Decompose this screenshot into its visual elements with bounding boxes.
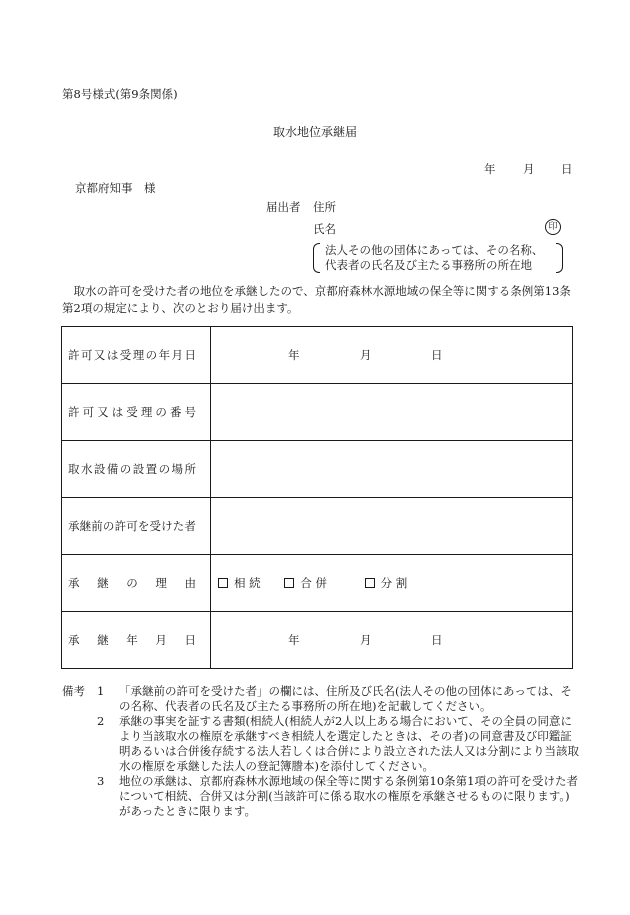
label-text: 承 継 年 月 日: [68, 633, 196, 647]
row-label-permit-number: [62, 384, 211, 441]
previous-holder-field[interactable]: [211, 498, 573, 555]
label-text: 許 可 又 は 受 理 の 番 号: [68, 405, 196, 419]
permit-number-field[interactable]: [211, 384, 573, 441]
reason-field: [211, 555, 573, 612]
left-bracket: [313, 243, 320, 273]
remark-item: 1 「承継前の許可を受けた者」の欄には、住所及び氏名(法人その他の団体にあっては、その名称、代表者の氏名及び主たる事務所の所在地)を記載してください。: [97, 684, 572, 713]
year-label: 年: [288, 348, 300, 362]
row-label-reason: [62, 555, 211, 612]
facility-location-field[interactable]: [211, 441, 573, 498]
row-label-previous-holder: [62, 498, 211, 555]
remark-item: 2 承継の事実を証する書類(相続人(相続人が2人以上ある場合において、その全員の同意により当該取水の権原を承継すべき相続人を選定したときは、その者)の同意書及び印鑑証明あるいは合併後存続する法人若しくは合併により設立された法人又は分割により当該取水の権原を承継した法人の登記簿謄本)を添付してください。: [97, 714, 579, 773]
address-label: 住所: [313, 200, 336, 214]
year-label: 年: [484, 162, 496, 176]
succession-date-field[interactable]: [211, 612, 573, 669]
permit-date-field[interactable]: [211, 327, 573, 384]
row-label-permit-date: [62, 327, 211, 384]
submission-date: [484, 161, 573, 177]
checkbox-split[interactable]: 分 割: [365, 575, 408, 591]
label-text: 承 継 前 の 許 可 を 受 け た 者: [68, 519, 196, 533]
succession-table: [61, 326, 573, 669]
row-label-succession-date: [62, 612, 211, 669]
table-row: [62, 555, 573, 612]
right-bracket: [556, 243, 563, 273]
row-label-facility-location: [62, 441, 211, 498]
label-text: 承 継 の 理 由: [68, 576, 196, 590]
month-label: 月: [523, 162, 535, 176]
year-label: 年: [288, 633, 300, 647]
form-number: 第8号様式(第9条関係): [62, 87, 178, 101]
addressee: 京都府知事 様: [75, 181, 156, 195]
intro-text: 取水の許可を受けた者の地位を承継したので、京都府森林水源地域の保全等に関する条例第13条第2項の規定により、次のとおり届け出ます。: [62, 284, 571, 315]
name-label: 氏名: [313, 222, 336, 236]
month-label: 月: [360, 633, 372, 647]
table-row: [62, 384, 573, 441]
day-label: 日: [561, 162, 573, 176]
table-row: [62, 327, 573, 384]
checkbox-inheritance[interactable]: 相 続: [218, 575, 261, 591]
applicant-label: 届出者: [266, 200, 301, 214]
document-title: 取水地位承継届: [272, 125, 357, 139]
seal-icon: 印: [545, 219, 561, 235]
checkbox-icon[interactable]: [284, 578, 294, 588]
corporate-note-line1: 法人その他の団体にあっては、その名称、: [325, 243, 544, 257]
label-text: 取 水 設 備 の 設 置 の 場 所: [68, 462, 196, 476]
day-label: 日: [431, 348, 443, 362]
month-label: 月: [360, 348, 372, 362]
remarks-heading: 備考: [62, 684, 85, 698]
checkbox-merger[interactable]: 合 併: [284, 575, 327, 591]
remark-item: 3 地位の承継は、京都府森林水源地域の保全等に関する条例第10条第1項の許可を受けた者について相続、合併又は分割(当該許可に係る取水の権原を承継させるものに限ります。)があったときに限ります。: [97, 774, 578, 818]
table-row: [62, 612, 573, 669]
corporate-note-line2: 代表者の氏名及び主たる事務所の所在地: [325, 258, 532, 272]
checkbox-icon[interactable]: [218, 578, 228, 588]
label-text: 許 可 又 は 受 理 の 年 月 日: [68, 348, 196, 362]
day-label: 日: [431, 633, 443, 647]
corporate-note: [313, 243, 563, 273]
checkbox-icon[interactable]: [365, 578, 375, 588]
table-row: [62, 441, 573, 498]
table-row: [62, 498, 573, 555]
